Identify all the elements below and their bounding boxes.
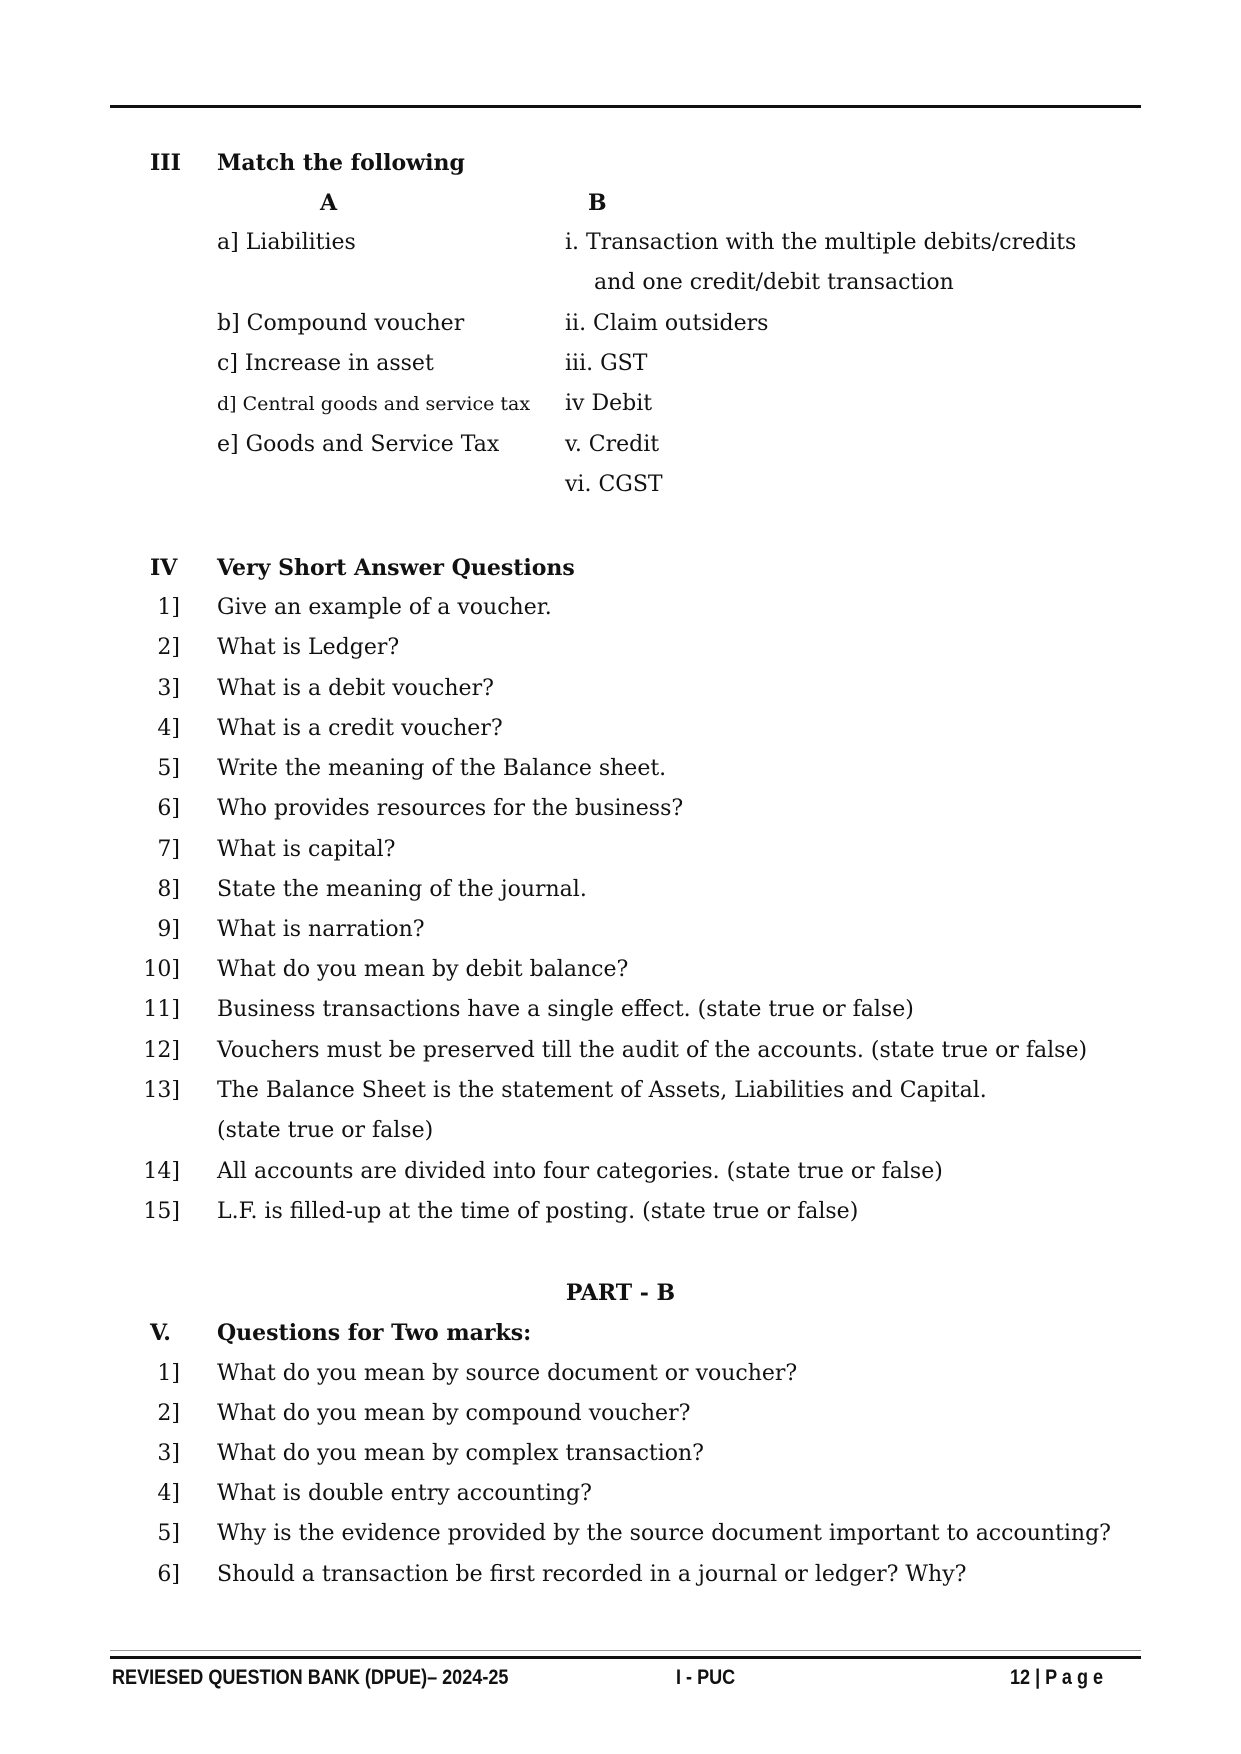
question-item [0,1514,1241,1554]
match-item-a: c] Increase in asset [217,351,434,376]
question-item [0,990,1241,1030]
question-item [0,1354,1241,1394]
match-item-a: d] Central goods and service tax [217,393,531,415]
question-text: What is narration? [217,917,425,942]
question-item [0,1192,1241,1232]
part-title: PART - B [565,1280,676,1306]
question-item [0,749,1241,789]
question-item [0,669,1241,709]
match-row [0,223,1241,263]
question-number: 12] [143,1038,180,1063]
question-text: What is double entry accounting? [217,1481,592,1506]
question-text: What do you mean by compound voucher? [217,1401,691,1426]
question-item [0,1111,1241,1151]
match-item-a: a] Liabilities [217,230,356,255]
question-number: 7] [157,837,180,862]
question-item [0,1071,1241,1111]
section-number: III [150,150,181,176]
match-row [0,384,1241,424]
question-text: The Balance Sheet is the statement of Assets, Liabilities and Capital. [217,1078,987,1103]
header-rule [110,105,1141,108]
question-number: 13] [143,1078,180,1103]
match-row [0,465,1241,505]
question-text: What is a debit voucher? [217,676,494,701]
section-iv-heading [0,548,1241,588]
match-column-headers [0,183,1241,223]
question-item [0,709,1241,749]
question-text: State the meaning of the journal. [217,877,587,902]
match-item-b: vi. CGST [565,472,663,497]
question-number: 6] [157,1562,180,1587]
part-b-heading [0,1273,1241,1313]
question-number: 6] [157,796,180,821]
match-item-b: and one credit/debit transaction [594,270,954,295]
question-text: Write the meaning of the Balance sheet. [217,756,667,781]
section-title: Very Short Answer Questions [217,555,575,581]
question-text: What is capital? [217,837,396,862]
page-number: 12 | P a g e [1010,1666,1104,1689]
question-text: Business transactions have a single effect. (state true or false) [217,997,914,1022]
section-number: IV [150,555,178,581]
question-text: (state true or false) [217,1118,434,1143]
question-text: Should a transaction be first recorded in a journal or ledger? Why? [217,1562,967,1587]
section-iii-heading [0,143,1241,183]
question-text: What do you mean by source document or voucher? [217,1361,798,1386]
question-text: All accounts are divided into four categories. (state true or false) [217,1159,943,1184]
question-text: What do you mean by complex transaction? [217,1441,704,1466]
match-item-b: v. Credit [565,432,660,457]
question-text: Vouchers must be preserved till the audit of the accounts. (state true or false) [217,1038,1088,1063]
footer-left: REVIESED QUESTION BANK (DPUE)– 2024-25 [112,1666,509,1689]
question-number: 8] [157,877,180,902]
column-a-header: A [320,190,338,216]
question-text: Why is the evidence provided by the source document important to accounting? [217,1521,1111,1546]
question-item [0,1394,1241,1434]
question-item [0,1434,1241,1474]
question-number: 1] [157,1361,180,1386]
match-item-a: e] Goods and Service Tax [217,432,500,457]
match-row [0,263,1241,303]
footer-rule [110,1656,1141,1659]
question-text: Give an example of a voucher. [217,595,552,620]
question-text: Who provides resources for the business? [217,796,684,821]
match-row [0,304,1241,344]
question-number: 5] [157,756,180,781]
question-number: 4] [157,716,180,741]
question-text: What is a credit voucher? [217,716,503,741]
question-number: 2] [157,635,180,660]
question-number: 3] [157,676,180,701]
question-item [0,870,1241,910]
question-item [0,950,1241,990]
question-text: L.F. is filled-up at the time of posting. (state true or false) [217,1199,859,1224]
question-item [0,910,1241,950]
section-title: Match the following [217,150,465,176]
question-item [0,1555,1241,1595]
question-item [0,1031,1241,1071]
question-number: 9] [157,917,180,942]
footer-center: I - PUC [676,1666,736,1689]
match-item-a: b] Compound voucher [217,311,465,336]
question-number: 1] [157,595,180,620]
question-number: 14] [143,1159,180,1184]
section-v-heading [0,1313,1241,1353]
question-number: 10] [143,957,180,982]
section-title: Questions for Two marks: [217,1320,532,1346]
question-item [0,789,1241,829]
question-number: 4] [157,1481,180,1506]
question-text: What is Ledger? [217,635,400,660]
match-item-b: i. Transaction with the multiple debits/credits [565,230,1077,255]
match-item-b: iv Debit [565,391,653,416]
question-number: 15] [143,1199,180,1224]
question-number: 5] [157,1521,180,1546]
footer-rule-thin [110,1650,1141,1651]
question-item [0,628,1241,668]
column-b-header: B [588,190,607,216]
match-item-b: iii. GST [565,351,648,376]
question-number: 2] [157,1401,180,1426]
match-item-b: ii. Claim outsiders [565,311,769,336]
question-item [0,1474,1241,1514]
question-text: What do you mean by debit balance? [217,957,629,982]
match-row [0,425,1241,465]
question-item [0,1152,1241,1192]
section-number: V. [150,1320,171,1346]
question-number: 3] [157,1441,180,1466]
question-item [0,830,1241,870]
match-row [0,344,1241,384]
question-number: 11] [143,997,180,1022]
question-item [0,588,1241,628]
